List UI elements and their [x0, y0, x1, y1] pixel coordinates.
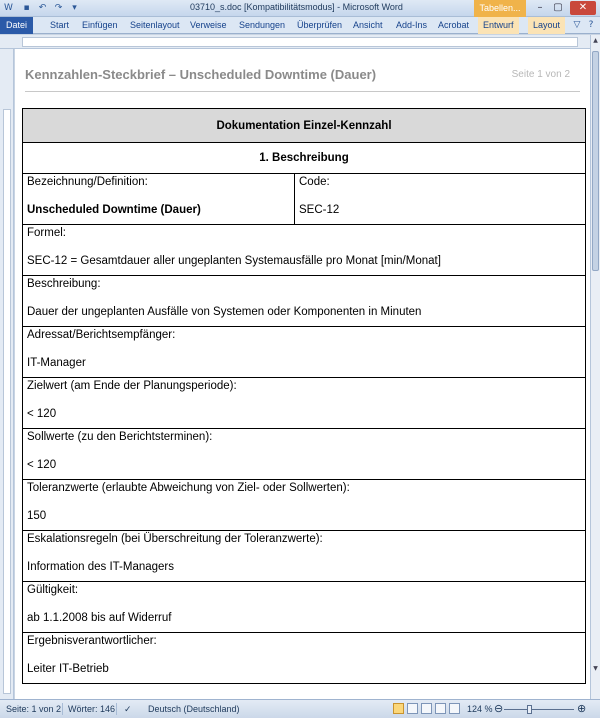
code-cell[interactable]: [295, 174, 586, 225]
language-status[interactable]: Deutsch (Deutschland): [148, 704, 240, 714]
header-divider: [25, 91, 580, 92]
zoom-level[interactable]: 124 %: [467, 704, 493, 714]
tab-page-layout[interactable]: Seitenlayout: [130, 20, 180, 30]
row-label: Adressat/Berichtsempfänger:: [27, 329, 176, 341]
table-tools-context-label: Tabellen...: [474, 0, 526, 17]
print-layout-view-icon[interactable]: [393, 703, 404, 714]
status-divider: [62, 703, 63, 715]
word-app-icon[interactable]: W: [4, 3, 13, 13]
vertical-ruler[interactable]: [0, 49, 14, 699]
recipient-cell[interactable]: [23, 327, 586, 378]
tab-review[interactable]: Überprüfen: [297, 20, 343, 30]
row-value: IT-Manager: [27, 357, 86, 369]
customize-icon[interactable]: ▾: [72, 3, 77, 13]
zoom-slider-handle[interactable]: [527, 705, 532, 714]
row-value: ab 1.1.2008 bis auf Widerruf: [27, 612, 172, 624]
help-icon[interactable]: ?: [588, 20, 594, 30]
redo-icon[interactable]: ↷: [54, 3, 63, 13]
validity-cell[interactable]: [23, 582, 586, 633]
ribbon-tab-bar: [0, 17, 600, 34]
table-heading[interactable]: [23, 109, 586, 143]
status-divider: [116, 703, 117, 715]
window-title: 03710_s.doc [Kompatibilitätsmodus] - Microsoft Word: [190, 2, 403, 12]
formula-cell[interactable]: [23, 225, 586, 276]
tab-mailings[interactable]: Sendungen: [239, 20, 286, 30]
ribbon-minimize-icon[interactable]: ▽: [573, 20, 581, 30]
full-screen-reading-icon[interactable]: [407, 703, 418, 714]
tab-layout[interactable]: Layout: [528, 17, 565, 34]
title-bar: [0, 0, 600, 17]
code-value: SEC-12: [299, 204, 340, 216]
zoom-in-icon[interactable]: ⊕: [577, 703, 587, 715]
section-heading[interactable]: [23, 143, 586, 174]
close-button[interactable]: ✕: [570, 1, 596, 15]
row-value: Leiter IT-Betrieb: [27, 663, 109, 675]
row-value: < 120: [27, 459, 57, 471]
header-title: Kennzahlen-Steckbrief – Unscheduled Downtime (Dauer): [25, 67, 377, 82]
vertical-scrollbar[interactable]: [590, 35, 600, 699]
web-layout-icon[interactable]: [421, 703, 432, 714]
tab-insert[interactable]: Einfügen: [82, 20, 118, 30]
row-label: Sollwerte (zu den Berichtsterminen):: [27, 431, 213, 443]
row-value: Dauer der ungeplanten Ausfälle von Systemen oder Komponenten in Minuten: [27, 306, 422, 318]
word-count-status[interactable]: Wörter: 146: [68, 704, 116, 714]
code-label: Code:: [299, 176, 330, 188]
kennzahl-table[interactable]: [22, 108, 586, 684]
tab-references[interactable]: Verweise: [190, 20, 227, 30]
scroll-thumb[interactable]: [592, 51, 599, 271]
row-label: Gültigkeit:: [27, 584, 79, 596]
description-cell[interactable]: [23, 276, 586, 327]
row-value: Information des IT-Managers: [27, 561, 175, 573]
minimize-button[interactable]: –: [537, 2, 543, 13]
row-label: Toleranzwerte (erlaubte Abweichung von Ziel- oder Sollwerten):: [27, 482, 350, 494]
scroll-up-icon[interactable]: ▲: [593, 37, 598, 44]
save-icon[interactable]: ▪: [23, 3, 30, 13]
target-value-cell[interactable]: [23, 378, 586, 429]
proofing-icon[interactable]: ✓: [124, 704, 132, 714]
tab-start[interactable]: Start: [50, 20, 70, 30]
tab-design[interactable]: Entwurf: [478, 17, 519, 34]
escalation-cell[interactable]: [23, 531, 586, 582]
outline-view-icon[interactable]: [435, 703, 446, 714]
definition-label: Bezeichnung/Definition:: [27, 176, 148, 188]
section-heading-text: 1. Beschreibung: [259, 152, 349, 164]
row-label: Ergebnisverantwortlicher:: [27, 635, 157, 647]
horizontal-ruler[interactable]: [0, 35, 590, 49]
document-page[interactable]: [15, 49, 590, 699]
row-value: 150: [27, 510, 47, 522]
setpoint-cell[interactable]: [23, 429, 586, 480]
scroll-down-icon[interactable]: ▼: [593, 665, 598, 672]
tab-view[interactable]: Ansicht: [353, 20, 383, 30]
zoom-slider[interactable]: [504, 709, 574, 710]
row-label: Beschreibung:: [27, 278, 101, 290]
ruler-scale: [22, 37, 578, 47]
row-label: Eskalationsregeln (bei Überschreitung der Toleranzwerte):: [27, 533, 323, 545]
table-heading-text: Dokumentation Einzel-Kennzahl: [216, 119, 392, 132]
definition-cell[interactable]: [23, 174, 295, 225]
row-value: < 120: [27, 408, 57, 420]
tab-addins[interactable]: Add-Ins: [396, 20, 428, 30]
row-label: Formel:: [27, 227, 66, 239]
row-label: Zielwert (am Ende der Planungsperiode):: [27, 380, 237, 392]
owner-cell[interactable]: [23, 633, 586, 684]
vertical-ruler-scale: [3, 109, 11, 694]
definition-value: Unscheduled Downtime (Dauer): [27, 204, 201, 216]
zoom-out-icon[interactable]: ⊖: [494, 703, 504, 715]
status-bar: [0, 699, 600, 718]
tab-file[interactable]: Datei: [0, 17, 33, 34]
page-count-status[interactable]: Seite: 1 von 2: [6, 704, 62, 714]
draft-view-icon[interactable]: [449, 703, 460, 714]
tab-acrobat[interactable]: Acrobat: [438, 20, 470, 30]
header-page-number: Seite 1 von 2: [511, 69, 570, 80]
tolerance-cell[interactable]: [23, 480, 586, 531]
undo-icon[interactable]: ↶: [38, 3, 47, 13]
row-value: SEC-12 = Gesamtdauer aller ungeplanten Systemausfälle pro Monat [min/Monat]: [27, 255, 441, 267]
maximize-button[interactable]: ▢: [553, 2, 563, 13]
